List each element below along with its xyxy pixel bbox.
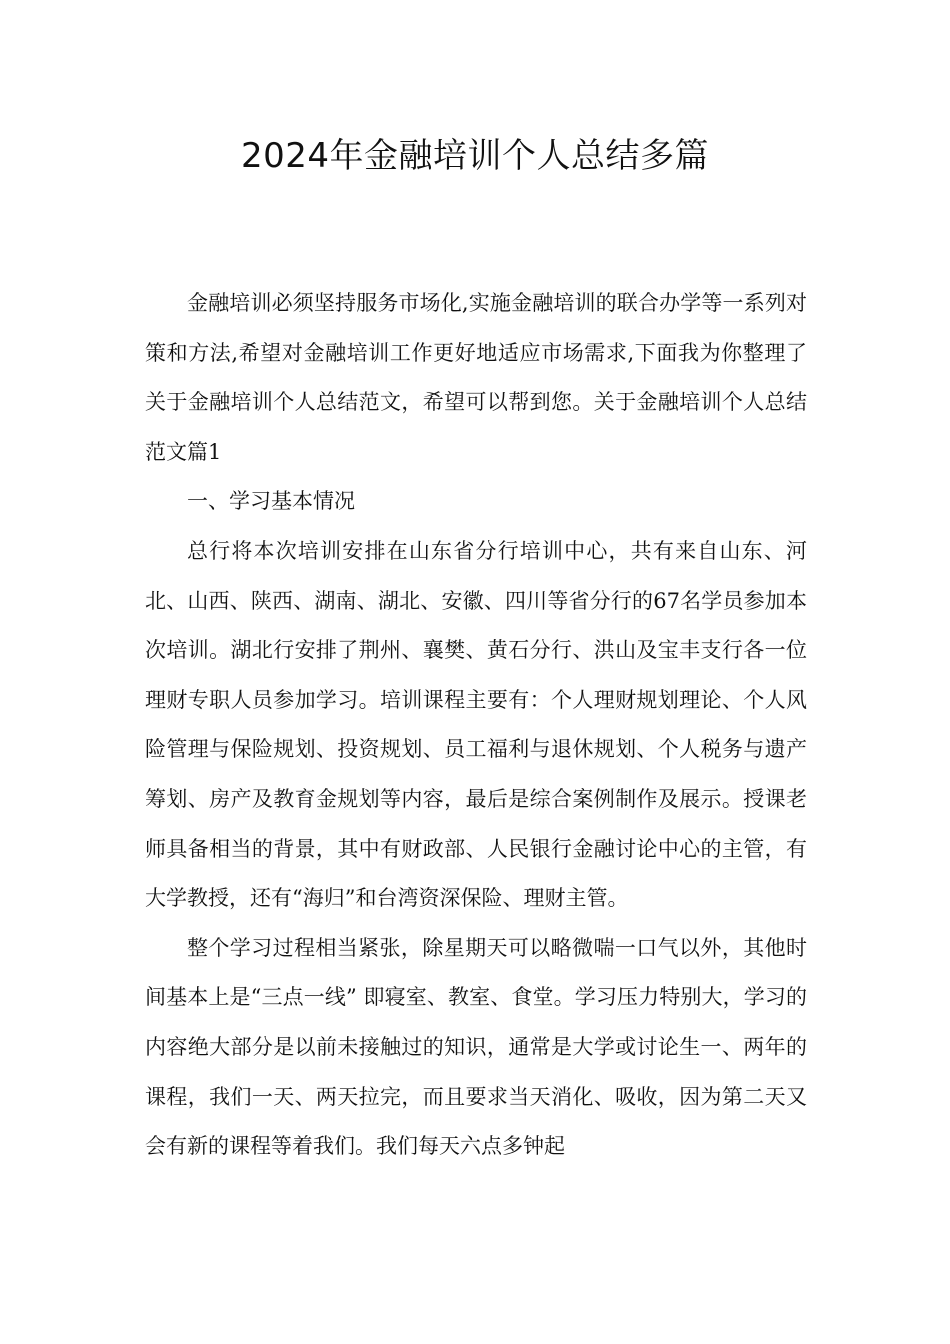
paragraph-training-overview: 总行将本次培训安排在山东省分行培训中心，共有来自山东、河北、山西、陕西、湖南、湖北、安徽、四川等省分行的67名学员参加本次培训。湖北行安排了荆州、襄樊、黄石分行、洪山及宝丰支行各一位理财专职人员参加学习。培训课程主要有：个人理财规划理论、个人风险管理与保险规划、投资规划、员工福利与退休规划、个人税务与遗产筹划、房产及教育金规划等内容，最后是综合案例制作及展示。授课老师具备相当的背景，其中有财政部、人民银行金融讨论中心的主管，有大学教授，还有“海归”和台湾资深保险、理财主管。	[145, 538, 807, 911]
paragraph-intro: 金融培训必须坚持服务市场化,实施金融培训的联合办学等一系列对策和方法,希望对金融培训工作更好地适应市场需求,下面我为你整理了关于金融培训个人总结范文，希望可以帮到您。关于金融培训个人总结范文篇1	[145, 291, 807, 464]
paragraph-learning-process: 整个学习过程相当紧张，除星期天可以略微喘一口气以外，其他时间基本上是“三点一线” 即寝室、教室、食堂。学习压力特别大，学习的内容绝大部分是以前未接触过的知识，通常是大学或讨论生一、两年的课程，我们一天、两天拉完，而且要求当天消化、吸收，因为第二天又会有新的课程等着我们。我们每天六点多钟起	[145, 935, 807, 1159]
document-body	[145, 279, 807, 1172]
section-heading-basic-info: 一、学习基本情况	[187, 489, 355, 514]
document-title: 2024年金融培训个人总结多篇	[240, 136, 710, 176]
